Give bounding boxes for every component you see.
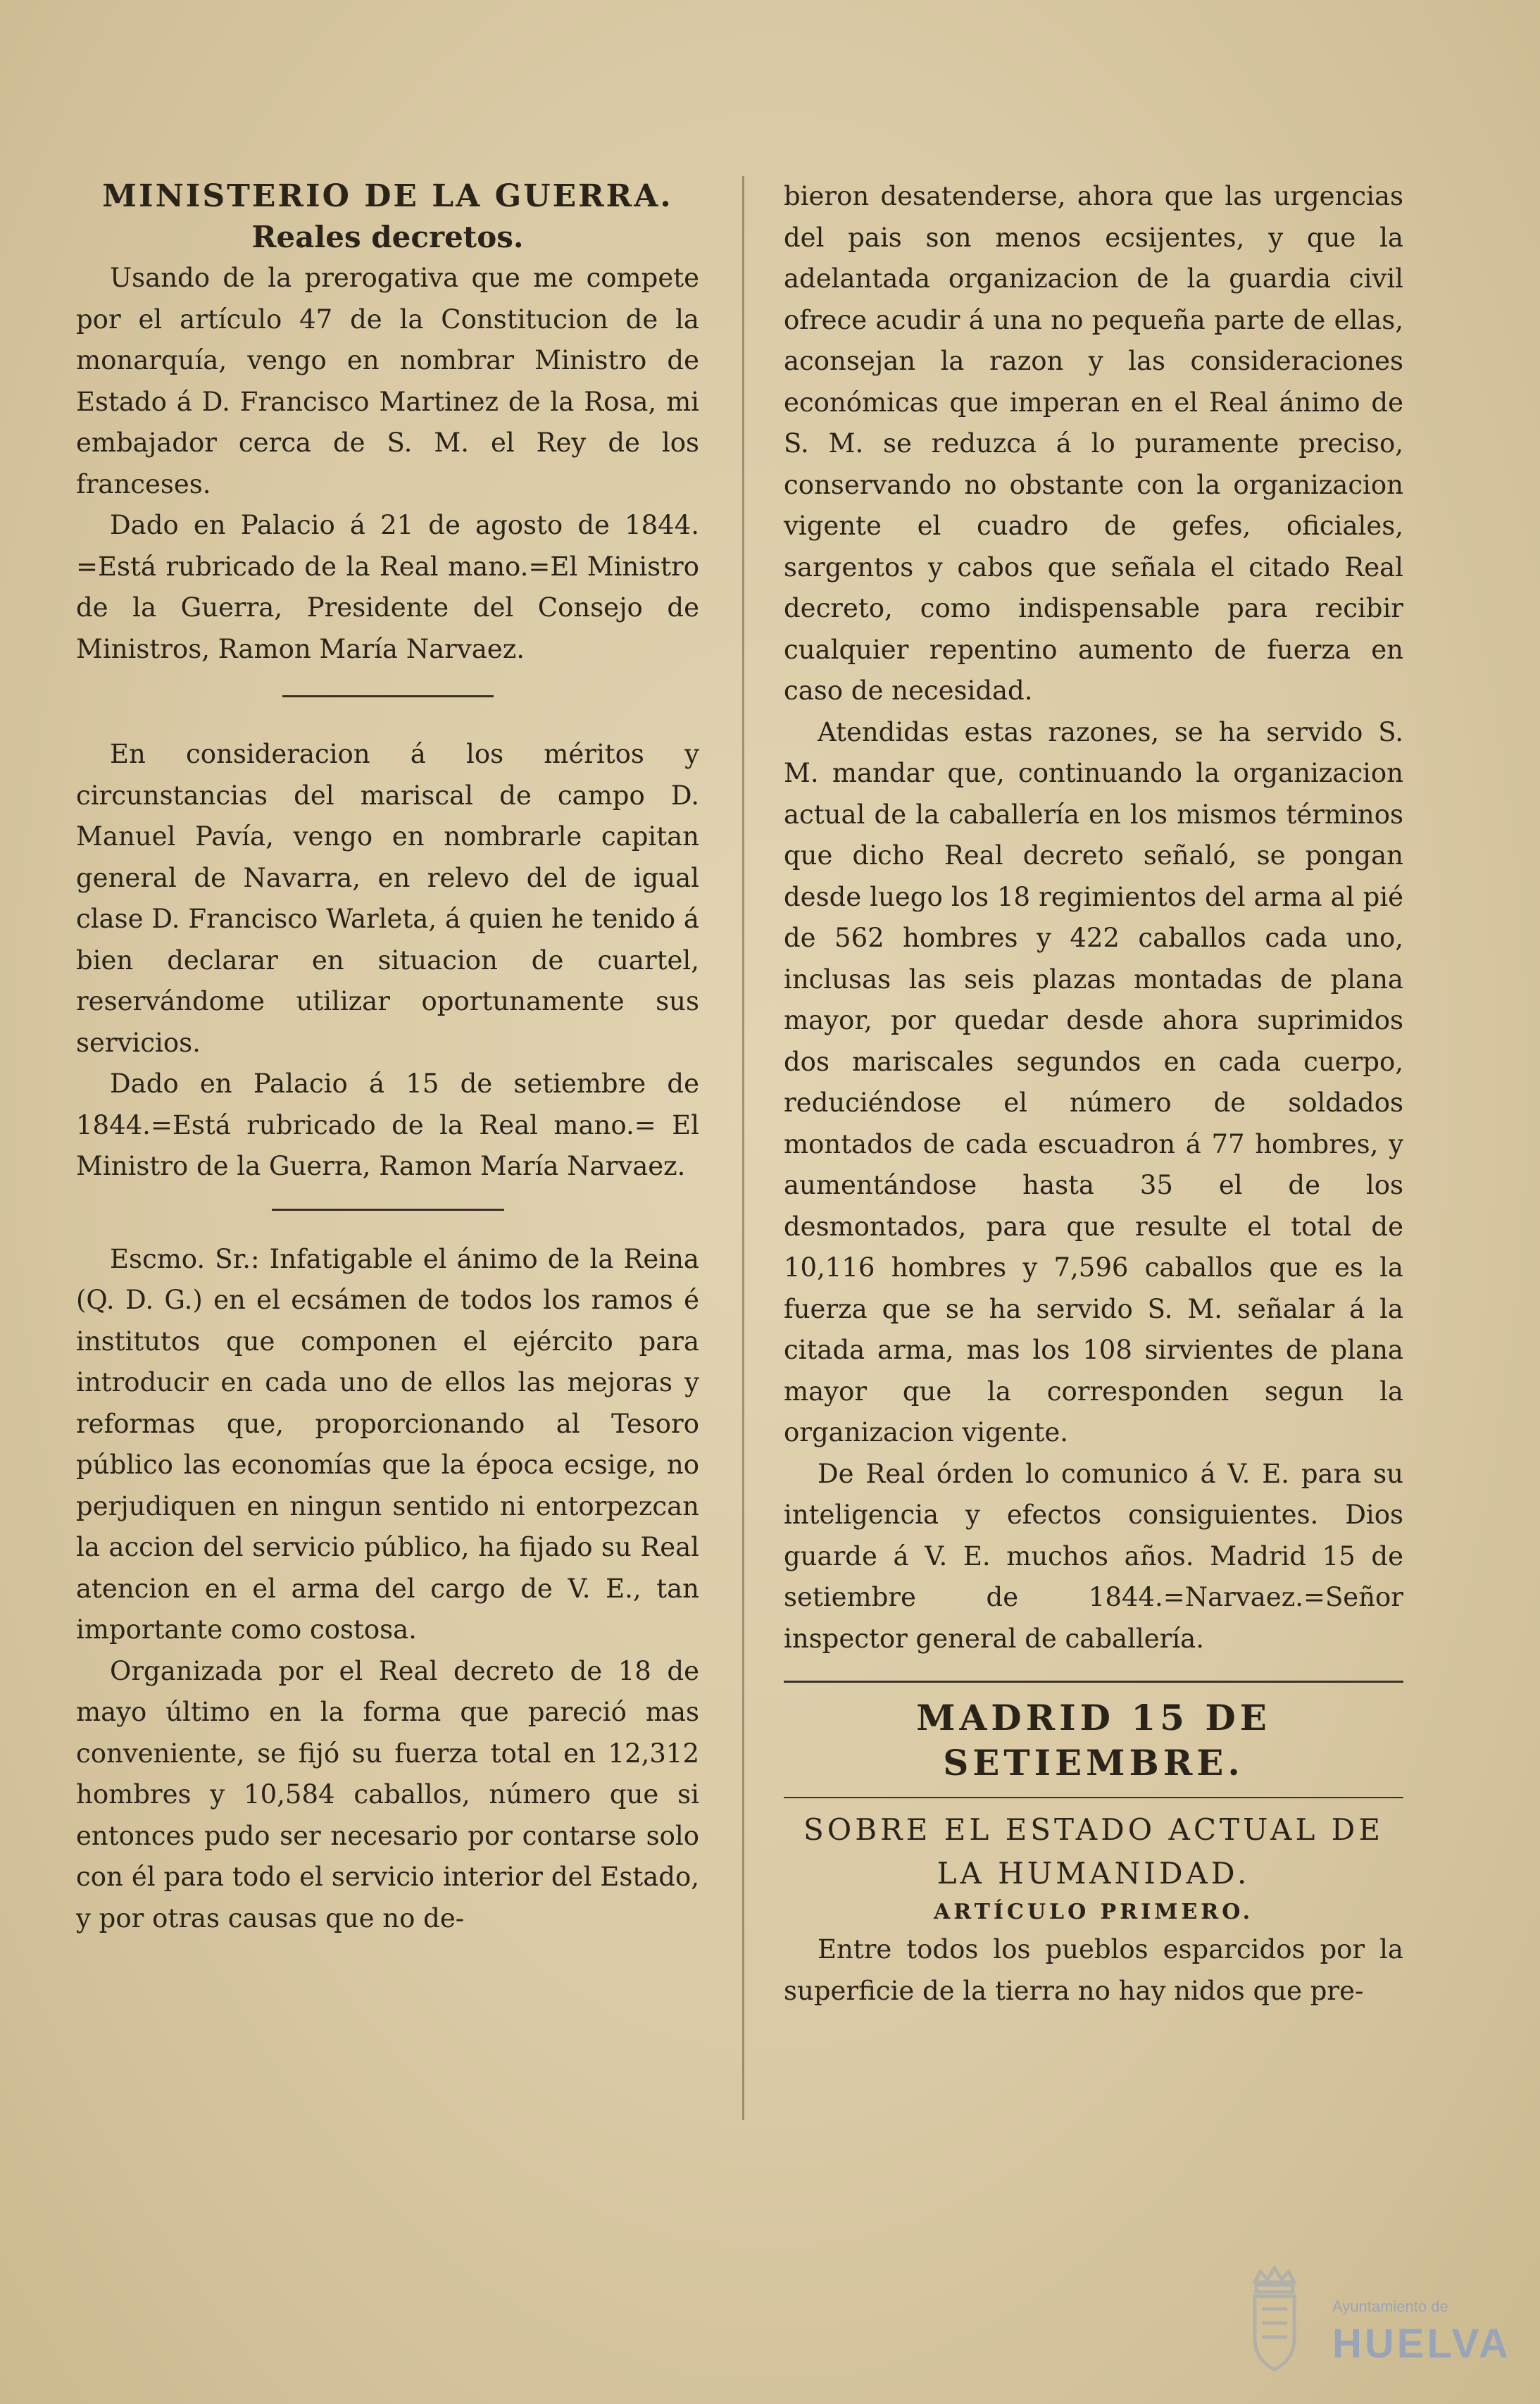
decree2-body: En consideracion á los méritos y circunstancias del mariscal de campo D. Manuel Pavía, vengo en nombrarle capitan general de Navarra, en relevo del de igual clase D. Francisco Warleta, á quien he tenido á bien declarar en situacion de cuartel, reservándome utilizar oportunamente sus servicios. <box>76 739 699 1058</box>
order-closing: De Real órden lo comunico á V. E. para su inteligencia y efectos consiguientes. Dios guarde á V. E. muchos años. Madrid 15 de setiembre de 1844.=Narvaez.=Señor inspector general de caballería. <box>784 1458 1403 1654</box>
order-paragraph: Atendidas estas razones, se ha servido S. M. mandar que, continuando la organizacion actual de la caballería en los mismos términos que dicho Real decreto señaló, se pongan desde luego los 18 regimientos del arma al pié de 562 hombres y 422 caballos cada uno, inclusas las seis plazas montadas de plana mayor, por quedar desde ahora suprimidos dos mariscales segundos en cada cuerpo, reduciéndose el número de soldados montados de cada escuadron á 77 hombres, y aumentándose hasta 35 el de los desmontados, para que resulte el total de 10,116 hombres y 7,596 caballos que es la fuerza que se ha servido S. M. señalar á la citada arma, mas los 108 sirvientes de plana mayor que la corresponden segun la organizacion vigente. <box>784 716 1403 1447</box>
watermark-line2: HUELVA <box>1332 2321 1511 2367</box>
article-title: SOBRE EL ESTADO ACTUAL DE LA HUMANIDAD. <box>803 1812 1384 1891</box>
watermark-line1: Ayuntamiento de <box>1332 2298 1448 2315</box>
column-divider <box>742 176 744 2120</box>
madrid-heading: MADRID 15 DE SETIEMBRE. <box>916 1697 1271 1783</box>
left-column <box>76 176 699 2134</box>
separator-rule <box>282 695 494 697</box>
section-subheading: Reales decretos. <box>251 220 524 254</box>
article-text: Entre todos los pueblos esparcidos por la superficie de la tierra no hay nidos que pre- <box>784 1934 1403 2006</box>
decree2-signature: Dado en Palacio á 15 de setiembre de 1844.=Está rubricado de la Real mano.= El Ministro de la Guerra, Ramon María Narvaez. <box>76 1069 699 1181</box>
order-paragraph: Organizada por el Real decreto de 18 de mayo último en la forma que pareció mas conveniente, se fijó su fuerza total en 12,312 hombres y 10,584 caballos, número que si entonces pudo ser necesario por contarse solo con él para todo el servicio interior del Estado, y por otras causas que no de- <box>76 1655 699 1933</box>
decree1-signature: Dado en Palacio á 21 de agosto de 1844. =Está rubricado de la Real mano.=El Ministro de la Guerra, Presidente del Consejo de Ministros, Ramon María Narvaez. <box>76 510 699 664</box>
order-paragraph: Escmo. Sr.: Infatigable el ánimo de la Reina (Q. D. G.) en el ecsámen de todos los ramos é institutos que componen el ejército para introducir en cada uno de ellos las mejoras y reformas que, proporcionando al Tesoro público las economías que la época ecsige, no perjudiquen en ningun sentido ni entorpezcan la accion del servicio público, ha fijado su Real atencion en el arma del cargo de V. E., tan importante como costosa. <box>76 1243 699 1645</box>
separator-rule <box>272 1209 504 1211</box>
decree1-body: Usando de la prerogativa que me compete por el artículo 47 de la Constitucion de la monarquía, vengo en nombrar Ministro de Estado á D. Francisco Martinez de la Rosa, mi embajador cerca de S. M. el Rey de los franceses. <box>76 263 699 499</box>
rule-above-madrid <box>784 1681 1403 1683</box>
rule-below-madrid <box>784 1797 1403 1798</box>
right-column <box>784 176 1403 2134</box>
order-continuation: bieron desatenderse, ahora que las urgencias del pais son menos ecsijentes, y que la adelantada organizacion de la guardia civil ofrece acudir á una no pequeña parte de ellas, aconsejan la razon y las consideraciones económicas que imperan en el Real ánimo de S. M. se reduzca á lo puramente preciso, conservando no obstante con la organizacion vigente el cuadro de gefes, oficiales, sargentos y cabos que señala el citado Real decreto, como indispensable para recibir cualquier repentino aumento de fuerza en caso de necesidad. <box>784 181 1403 706</box>
section-heading: MINISTERIO DE LA GUERRA. <box>102 178 673 214</box>
article-label: ARTÍCULO PRIMERO. <box>933 1900 1254 1924</box>
